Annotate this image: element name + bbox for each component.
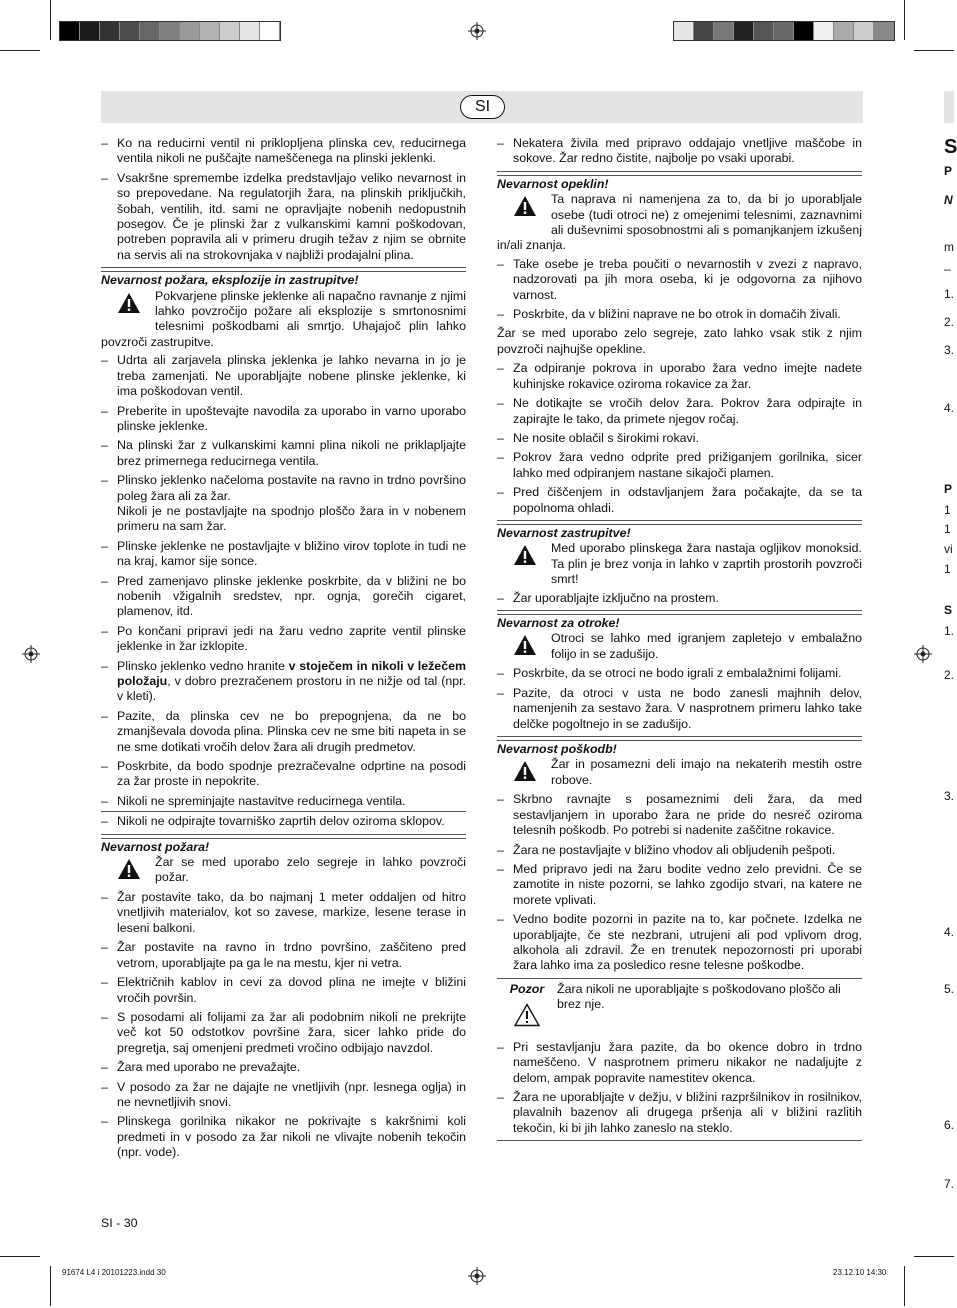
section-title: Nevarnost zastrupitve!	[497, 525, 631, 540]
list-item: – Žar postavite na ravno in trdno površino, zaščiteno pred vetrom, uporabljajte pa ga le na mestu, kjer ni vetra.	[101, 940, 466, 971]
warning-block	[497, 192, 862, 254]
next-page-fragment: 5.	[944, 982, 955, 996]
registration-target-icon	[468, 1267, 486, 1285]
registration-target-icon	[22, 645, 40, 663]
list-item: – Poskrbite, da bodo spodnje prezračevalne odprtine na posodi za žar proste in nepokrite.	[101, 759, 466, 790]
crop-mark	[904, 1266, 905, 1306]
divider	[497, 610, 862, 611]
list-item: – Nikoli ne spreminjajte nastavitve reducirnega ventila.	[101, 794, 466, 809]
warning-text: Žar in posamezni deli imajo na nekaterih mestih ostre robove.	[551, 757, 862, 787]
warning-block	[101, 289, 466, 351]
list-item	[101, 473, 466, 504]
divider	[497, 520, 862, 521]
section-title: Nevarnost opeklin!	[497, 176, 609, 191]
list-item: – Ko na reducirni ventil ni priklopljena plinska cev, reducirnega ventila nikoli ne puščajte nameščenega na plinski jeklenki.	[101, 136, 466, 167]
list-item: – Za odpiranje pokrova in uporabo žara vedno imejte nadete kuhinjske rokavice oziroma rokavice za žar.	[497, 361, 862, 392]
list-item: – V posodo za žar ne dajajte ne vnetljivih (npr. lesnega oglja) in ne nevnetljivih snovi.	[101, 1080, 466, 1111]
warning-block	[101, 855, 466, 887]
color-registration-bar-right	[673, 21, 895, 41]
list-item: – Po končani pripravi jedi na žaru vedno zaprite ventil plinske jeklenke in žar izklopite.	[101, 624, 466, 655]
warning-triangle-icon	[497, 192, 551, 224]
warning-triangle-icon	[101, 855, 155, 887]
list-item: – Plinskega gorilnika nikakor ne pokrivajte s kakršnimi koli predmeti in v posodo za žar nikoli ne vlivajte nobenih tekočin (npr. vode).	[101, 1114, 466, 1160]
registration-target-icon	[468, 22, 486, 40]
list-item: – Električnih kablov in cevi za dovod plina ne imejte v bližini vročih površin.	[101, 975, 466, 1006]
section-title: Nevarnost požara!	[101, 839, 210, 854]
list-item: – S posodami ali folijami za žar ali podobnim nikoli ne prekrijte več kot 50 odstotkov površine žara, sicer lahko pride do pregretja, saj omenjeni predmeti vročino odbijajo navzdol.	[101, 1010, 466, 1056]
list-item: – Žara ne uporabljajte v dežju, v bližini razpršilnikov in rosilnikov, plavalnih bazenov ali drugega pršenja ali v bližini razlitih tekočin, ki bi jih lahko zaneslo na steklo.	[497, 1090, 862, 1136]
list-item: – Pokrov žara vedno odprite pred prižiganjem gorilnika, sicer lahko med odpiranjem nastane sikajoči plamen.	[497, 450, 862, 481]
next-page-fragment: S	[944, 136, 957, 158]
divider	[101, 271, 466, 272]
divider	[497, 614, 862, 615]
next-page-fragment: N	[944, 193, 953, 207]
next-page-fragment: S	[944, 603, 953, 617]
crop-mark	[914, 1256, 954, 1257]
list-item: – Pred zamenjavo plinske jeklenke poskrbite, da v bližini ne bo nobenih vžigalnih sredstev, npr. ognja, gorečih cigaret, plamenov, itd.	[101, 574, 466, 620]
storage-text: Plinsko jeklenko vedno hranite	[117, 658, 289, 673]
section-title: Nevarnost za otroke!	[497, 615, 620, 630]
list-item: – Plinske jeklenke ne postavljajte v bližino virov toplote in tudi ne na kraj, kamor sije sonce.	[101, 539, 466, 570]
warning-text: Otroci se lahko med igranjem zapletejo v embalažno folijo in se zadušijo.	[551, 631, 862, 661]
list-item-continuation: Nikoli je ne postavljajte na spodnjo ploščo žara in v nobenem primeru na sam žar.	[117, 503, 466, 534]
warning-block	[497, 631, 862, 663]
language-badge: SI	[460, 95, 505, 119]
print-slug-date: 23.12.10 14:30	[833, 1268, 887, 1277]
color-registration-bar-left	[59, 21, 281, 41]
list-item: – Vedno bodite pozorni in pazite na to, kar počnete. Izdelka ne uporabljajte, če ste nezbrani, utrujeni ali pod vplivom drog, alkohola ali zdravil. Že en trenutek nepozornosti pri uporabi žara lahko ima za posledico resne telesne poškodbe.	[497, 912, 862, 974]
list-item: – Pazite, da otroci v usta ne bodo zanesli majhnih delov, namenjenih za sestavo žara. V nasprotnem primeru lahko take delčke pogoltnejo in se zadušijo.	[497, 686, 862, 732]
next-page-fragment: 1.	[944, 624, 955, 638]
caution-block	[497, 982, 862, 1032]
section-title: Nevarnost požara, eksplozije in zastrupitve!	[101, 273, 359, 288]
warning-block	[497, 541, 862, 587]
divider	[101, 267, 466, 268]
list-item: – Med pripravo jedi na žaru bodite vedno zelo previdni. Če se zamotite in niste pozorni, se lahko zgodijo stvari, na katere ne morete vplivati.	[497, 862, 862, 908]
list-item: – Udrta ali zarjavela plinska jeklenka je lahko nevarna in jo je treba zamenjati. Ne uporabljajte nobene plinske jeklenke, ki ima poškodovan ventil.	[101, 353, 466, 399]
list-item: – Nikoli ne odpirajte tovarniško zaprtih delov oziroma sklopov.	[101, 814, 466, 829]
list-item: – Nekatera živila med pripravo oddajajo vnetljive maščobe in sokove. Žar redno čistite, najbolje po vsaki uporabi.	[497, 136, 862, 167]
warning-text: Žar se med uporabo zelo segreje in lahko povzroči požar.	[155, 855, 466, 885]
next-page-fragment: P	[944, 482, 953, 496]
list-item: – Žar postavite tako, da bo najmanj 1 meter oddaljen od hitro vnetljivih materialov, kot so zavese, markize, lesene terase in leseni balkoni.	[101, 890, 466, 936]
divider	[497, 175, 862, 176]
divider	[497, 1140, 862, 1141]
list-item: – Ne dotikajte se vročih delov žara. Pokrov žara odpirajte in zapirajte le tako, da primete njegov ročaj.	[497, 396, 862, 427]
list-item: – Pred čiščenjem in odstavljanjem žara počakajte, da se ta popolnoma ohladi.	[497, 485, 862, 516]
next-page-fragment: 3.	[944, 789, 955, 803]
divider	[497, 740, 862, 741]
next-page-fragment: vi	[944, 542, 953, 556]
storage-text-end: , v dobro prezračenem prostoru in ne nižje od tal (npr. v kleti).	[117, 674, 466, 704]
warning-block	[497, 757, 862, 789]
next-page-fragment: P	[944, 164, 953, 178]
crop-mark	[50, 0, 51, 40]
caution-triangle-icon	[514, 1003, 540, 1027]
list-item: – Žar uporabljajte izključno na prostem.	[497, 591, 862, 606]
warning-text: Ta naprava ni namenjena za to, da bi jo uporabljale osebe (tudi otroci ne) z omejenimi telesnimi, zaznavnimi ali duševnimi sposobnostmi ali s pomanjkanjem izkušenj in/ali znanja.	[497, 192, 862, 253]
section-title: Nevarnost poškodb!	[497, 742, 617, 756]
next-page-fragment: 7.	[944, 1177, 955, 1191]
list-item: – Poskrbite, da se otroci ne bodo igrali z embalažnimi folijami.	[497, 666, 862, 681]
next-page-fragment: m	[944, 240, 954, 254]
crop-mark	[0, 1256, 40, 1257]
list-item	[101, 659, 466, 705]
next-page-fragment: 1.	[944, 287, 955, 301]
warning-text: Pokvarjene plinske jeklenke ali napačno ravnanje z njimi lahko povzročijo požare ali eksplozije s smrtonosnimi telesnimi poškodbami ali smrtjo. Uhajajoč plin lahko povzroči zastrupitve.	[101, 288, 466, 349]
warning-triangle-icon	[497, 631, 551, 663]
list-item: – Skrbno ravnajte s posameznimi deli žara, da med sestavljanjem in uporabo žara ne pride do nesreč oziroma telesnih poškodb. Po potrebi si nadenite zaščitne rokavice.	[497, 792, 862, 838]
divider	[497, 736, 862, 737]
page-number: SI - 30	[101, 1216, 138, 1230]
warning-triangle-icon	[497, 757, 551, 789]
right-column	[497, 136, 862, 1141]
next-page-fragment: 3.	[944, 343, 955, 357]
crop-mark	[0, 50, 40, 51]
list-item: – Take osebe je treba poučiti o nevarnostih v zvezi z napravo, nadzorovati pa jih mora oseba, ki je odgovorna za njihovo varnost.	[497, 257, 862, 303]
list-item: – Preberite in upoštevajte navodila za uporabo in varno uporabo plinske jeklenke.	[101, 404, 466, 435]
list-item: – Na plinski žar z vulkanskimi kamni plina nikoli ne priklapljajte brez primernega reducirnega ventila.	[101, 438, 466, 469]
left-column	[101, 136, 466, 1165]
divider	[497, 978, 862, 979]
next-page-fragment: 1	[944, 522, 951, 536]
divider	[497, 171, 862, 172]
list-item-text: Plinsko jeklenko načeloma postavite na ravno in trdno površino poleg žara ali za žar.	[117, 473, 466, 503]
next-page-fragment: 2.	[944, 315, 955, 329]
storage-bold-text: v stoječem in nikoli v ležečem položaju	[117, 658, 466, 688]
list-item: – Ne nosite oblačil s širokimi rokavi.	[497, 431, 862, 446]
list-item: – Žara ne postavljajte v bližino vhodov ali obljudenih pešpoti.	[497, 843, 862, 858]
paragraph: Žar se med uporabo zelo segreje, zato lahko vsak stik z njim povzroči najhujše opekline.	[497, 326, 862, 356]
warning-text: Med uporabo plinskega žara nastaja ogljikov monoksid. Ta plin je brez vonja in lahko v zaprtih prostorih povzroči smrt!	[551, 541, 862, 587]
list-item: – Poskrbite, da v bližini naprave ne bo otrok in domačih živali.	[497, 307, 862, 322]
caution-text: Žara nikoli ne uporabljajte s poškodovano ploščo ali brez nje.	[557, 981, 841, 1012]
next-page-fragment: 4.	[944, 401, 955, 415]
crop-mark	[904, 0, 905, 40]
caution-label-block	[497, 982, 557, 1032]
list-item: – Pazite, da plinska cev ne bo prepognjena, da ne bo zmanjševala dovoda plina. Plinska cev ne sme biti napeta in se ne sme dotikati vročih delov žara ali drugih predmetov.	[101, 709, 466, 755]
list-item: – Vsakršne spremembe izdelka predstavljajo veliko nevarnost in so prepovedane. Na regulatorjih žara, na plinskih priključkih, šobah, ventilih, itd. sami ne opravljajte nobenih nedopustnih posegov. Če je plinski žar z vulkanskimi kamni poškodovan, potreben popravila ali v primeru drugih težav z njim se obrnite na servis ali na strokovnjaka v najbliži prodajalni plina.	[101, 171, 466, 263]
divider	[497, 524, 862, 525]
next-page-fragment: 1	[944, 503, 951, 517]
caution-label: Pozor	[509, 981, 545, 996]
divider	[101, 838, 466, 839]
warning-triangle-icon	[101, 289, 155, 321]
list-item: – Žara med uporabo ne prevažajte.	[101, 1060, 466, 1075]
registration-target-icon	[914, 645, 932, 663]
next-page-fragment: 6.	[944, 1118, 955, 1132]
print-slug-file: 91674 L4 i 20101223.indd 30	[62, 1268, 166, 1277]
next-page-fragment: 1	[944, 562, 951, 576]
crop-mark	[50, 1266, 51, 1306]
divider	[101, 834, 466, 835]
divider	[101, 811, 466, 812]
list-item: – Pri sestavljanju žara pazite, da bo okence dobro in trdno nameščeno. V nasprotnem primeru nikakor ne nadaljujte z delom, ampak popravite namestitev okenca.	[497, 1040, 862, 1086]
next-page-header-band	[944, 91, 954, 123]
warning-triangle-icon	[497, 541, 551, 573]
next-page-fragment: 2.	[944, 668, 955, 682]
crop-mark	[914, 50, 954, 51]
next-page-fragment: 4.	[944, 925, 955, 939]
next-page-fragment: –	[944, 262, 951, 276]
